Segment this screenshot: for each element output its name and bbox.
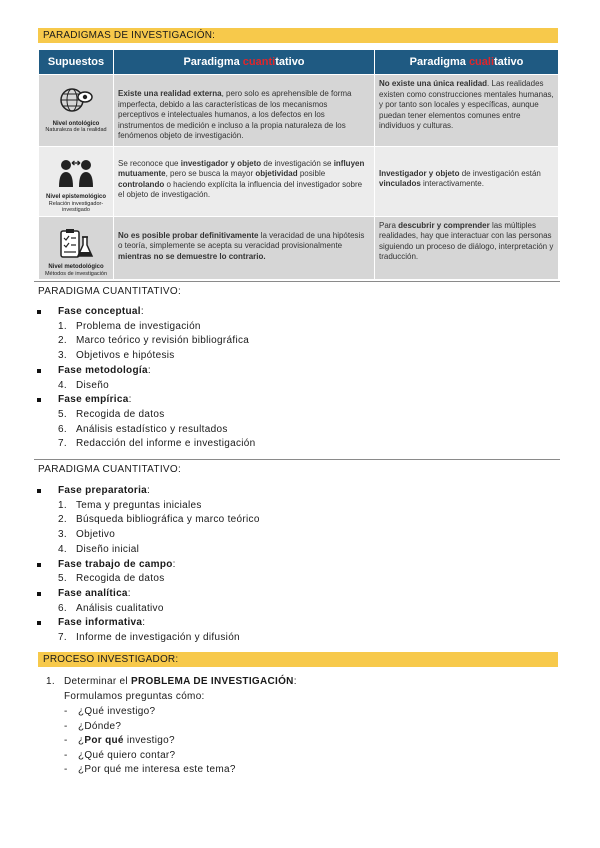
phase-step: 2. Marco teórico y revisión bibliográfica	[58, 335, 250, 347]
cell-text-run: de investigación se	[261, 158, 334, 168]
divider	[34, 459, 560, 460]
bullet-square-icon	[37, 310, 41, 314]
phase-step: 5. Recogida de datos	[58, 408, 165, 420]
checklist-flask-icon	[41, 227, 111, 265]
supuesto-cell	[39, 146, 114, 216]
phase-step: 4. Diseño inicial	[58, 543, 140, 555]
divider	[34, 281, 560, 282]
cell-text-run: o haciendo explícita la influencia del investigador sobre el objeto de investigación.	[118, 179, 363, 199]
cualitativo-cell	[375, 216, 559, 280]
icon-caption: Nivel metodológico Métodos de investigación	[44, 264, 108, 277]
dash-marker: -	[64, 735, 68, 747]
cell-text-run: las múltiples realidades, hay que interactuar con las personas siguiendo un proceso de diálogo, interpretación y traducción.	[379, 220, 554, 261]
cell-text-run: investigador y objeto	[180, 158, 262, 168]
cuantitativo-cell	[114, 146, 375, 216]
phase-step: 5. Recogida de datos	[58, 573, 165, 585]
bullet-square-icon	[37, 489, 41, 493]
cell-text-run: controlando	[118, 179, 165, 189]
phase-bullet: Fase preparatoria:	[58, 485, 150, 497]
header-supuestos: Supuestos	[39, 50, 114, 75]
question-item: - ¿Por qué investigo?	[64, 735, 175, 747]
supuesto-cell	[39, 216, 114, 280]
header-cuantitativo: Paradigma cuantitativo	[114, 50, 375, 75]
cell-text-run: , pero solo es aprehensible de forma imperfecta, debido a las características de los mecanismos perceptivos e intelectuales humanos, a los defectos en los instrumentos de medición e incluso a la propia naturaleza de los fenómenos objeto de investigación.	[118, 89, 352, 140]
section-title-paradigmas: PARADIGMAS DE INVESTIGACIÓN:	[38, 28, 558, 43]
phase-step: 4. Diseño	[58, 379, 109, 391]
question-item: - ¿Dónde?	[64, 720, 122, 732]
cualitativo-cell	[375, 146, 559, 216]
cell-text-run: posible	[297, 169, 326, 178]
phase-bullet: Fase metodología:	[58, 365, 151, 377]
bullet-square-icon	[37, 621, 41, 625]
phase-step: 7. Redacción del informe e investigación	[58, 438, 256, 450]
bullet-square-icon	[37, 369, 41, 373]
header-cualitativo: Paradigma cualitativo	[375, 50, 559, 75]
section-title-proceso: PROCESO INVESTIGADOR:	[38, 652, 558, 667]
phase-step: 3. Objetivo	[58, 529, 116, 541]
phase-bullet: Fase informativa:	[58, 617, 145, 629]
table-row	[39, 146, 559, 216]
phase-step: 3. Objetivos e hipótesis	[58, 350, 175, 362]
cualitativo-cell	[375, 75, 559, 147]
cell-text-run: Para	[379, 220, 399, 230]
supuesto-cell	[39, 75, 114, 147]
phase-step: 6. Análisis estadístico y resultados	[58, 423, 228, 435]
cell-text-run: Se reconoce que	[118, 158, 181, 168]
cell-text-run: mientras no se demuestre lo contrario.	[118, 251, 266, 261]
question-item: - ¿Qué quiero contar?	[64, 749, 176, 761]
phase-bullet: Fase empírica:	[58, 394, 132, 406]
dash-marker: -	[64, 720, 68, 732]
cell-text-run: Existe una realidad externa	[118, 89, 222, 98]
dash-marker: -	[64, 706, 68, 717]
cell-text-run: vinculados	[379, 179, 421, 188]
cell-text-run: interactivamente.	[420, 179, 484, 188]
cuantitativo-cell	[114, 216, 375, 280]
bullet-square-icon	[37, 563, 41, 567]
cell-text-run: de investigación están	[459, 168, 541, 178]
question-item: - ¿Qué investigo?	[64, 706, 156, 717]
cell-text-run: No es posible probar definitivamente	[118, 230, 259, 240]
table-row	[39, 75, 559, 147]
cell-text-run: , pero se busca la mayor	[165, 169, 256, 178]
step-intro: Formulamos preguntas cómo:	[64, 691, 205, 702]
bullet-square-icon	[37, 398, 41, 402]
phase-step: 7. Informe de investigación y difusión	[58, 632, 240, 643]
cuantitativo-cell	[114, 75, 375, 147]
question-item: - ¿Por qué me interesa este tema?	[64, 764, 236, 776]
phase-step: 1. Tema y preguntas iniciales	[58, 499, 202, 511]
dash-marker: -	[64, 749, 68, 761]
phase-bullet: Fase trabajo de campo:	[58, 559, 176, 571]
section-title-cuantitativo-2: PARADIGMA CUANTITATIVO:	[38, 464, 182, 475]
phase-bullet: Fase conceptual:	[58, 306, 144, 318]
phase-bullet: Fase analítica:	[58, 588, 131, 600]
cell-text-run: descubrir y comprender	[398, 220, 490, 230]
dash-marker: -	[64, 764, 68, 776]
section-title-cuantitativo: PARADIGMA CUANTITATIVO:	[38, 286, 182, 297]
phase-step: 1. Problema de investigación	[58, 320, 201, 332]
cell-text-run: Investigador y objeto	[379, 168, 460, 178]
cell-text-run: No existe una única realidad	[379, 79, 488, 88]
bullet-square-icon	[37, 592, 41, 596]
cell-text-run: objetividad	[255, 169, 298, 178]
icon-caption: Nivel epistemológico Relación investigador-investigado	[45, 194, 106, 213]
icon-caption: Nivel ontológico Naturaleza de la realidad	[45, 120, 107, 133]
table-row	[39, 216, 559, 280]
step-item: 1. Determinar el PROBLEMA DE INVESTIGACIÓN:	[46, 676, 297, 687]
cell-text-run: la veracidad de una hipótesis o teoría, simplemente se acepta su veracidad provisionalmente	[118, 230, 365, 250]
globe-eye-icon	[41, 85, 111, 121]
phase-step: 6. Análisis cualitativo	[58, 602, 164, 614]
two-people-arrows-icon	[41, 157, 111, 195]
paradigm-table	[38, 49, 559, 280]
cell-text-run: influyen mutuamente	[118, 158, 365, 178]
cell-text-run: . Las realidades existen como construcciones mentales humanas, y por tanto son locales y específicas, aunque puedan tener elementos comunes entre individuos y culturas.	[379, 79, 554, 130]
phase-step: 2. Búsqueda bibliográfica y marco teórico	[58, 514, 260, 526]
